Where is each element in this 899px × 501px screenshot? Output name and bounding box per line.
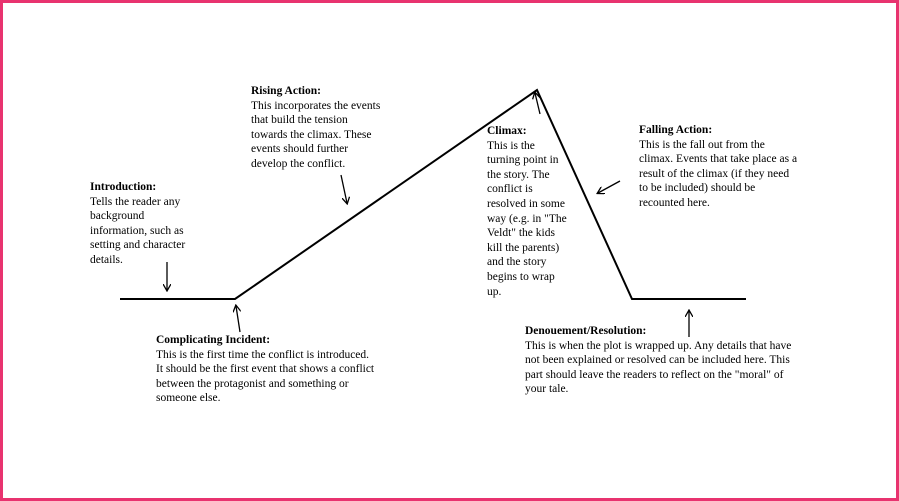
falling-line: climax. Events that take place as a [639,153,798,166]
falling-title: Falling Action: [639,124,713,136]
introduction-title: Introduction: [90,181,157,193]
climax-line: conflict is [487,183,533,196]
climax-line: Veldt" the kids [487,227,555,240]
rising-line: This incorporates the events [251,99,381,112]
introduction-line: background [90,210,145,223]
falling-line: to be included) should be [639,182,756,195]
rising-arrow [341,175,347,203]
climax-line: turning point in [487,154,559,167]
introduction-line: details. [90,253,123,266]
rising-label [251,84,380,172]
complicating-line: This is the first time the conflict is introduced. [156,348,370,361]
rising-title: Rising Action: [251,85,321,97]
climax-label [487,124,567,299]
complicating-arrow [236,306,240,332]
falling-line: result of the climax (if they need [639,167,790,180]
introduction-label [90,180,185,268]
climax-line: kill the parents) [487,241,560,254]
complicating-label [156,333,374,406]
climax-line: up. [487,285,502,298]
falling-line: This is the fall out from the [639,138,765,151]
rising-line: develop the conflict. [251,157,346,170]
denouement-label [525,324,791,397]
denouement-line: part should leave the readers to reflect on the "moral" of [525,368,784,381]
falling-label [639,123,797,211]
complicating-line: someone else. [156,392,221,405]
falling-line: recounted here. [639,196,710,209]
denouement-line: not been explained or resolved can be included here. This [525,354,790,367]
introduction-line: Tells the reader any [90,195,181,208]
denouement-line: your tale. [525,383,569,396]
climax-line: This is the [487,139,535,152]
climax-line: way (e.g. in "The [487,212,567,225]
rising-line: towards the climax. These [251,128,372,141]
rising-line: events should further [251,143,349,156]
rising-line: that build the tension [251,114,348,127]
complicating-line: It should be the first event that shows a conflict [156,363,375,376]
climax-line: the story. The [487,168,550,181]
climax-line: and the story [487,256,547,269]
complicating-title: Complicating Incident: [156,334,271,346]
denouement-title: Denouement/Resolution: [525,325,647,337]
introduction-line: setting and character [90,239,186,252]
denouement-line: This is when the plot is wrapped up. Any details that have [525,339,792,352]
complicating-line: between the protagonist and something or [156,377,349,390]
falling-arrow [598,181,620,193]
climax-title: Climax: [487,125,527,137]
introduction-line: information, such as [90,224,184,237]
climax-line: begins to wrap [487,270,555,283]
climax-line: resolved in some [487,197,565,210]
